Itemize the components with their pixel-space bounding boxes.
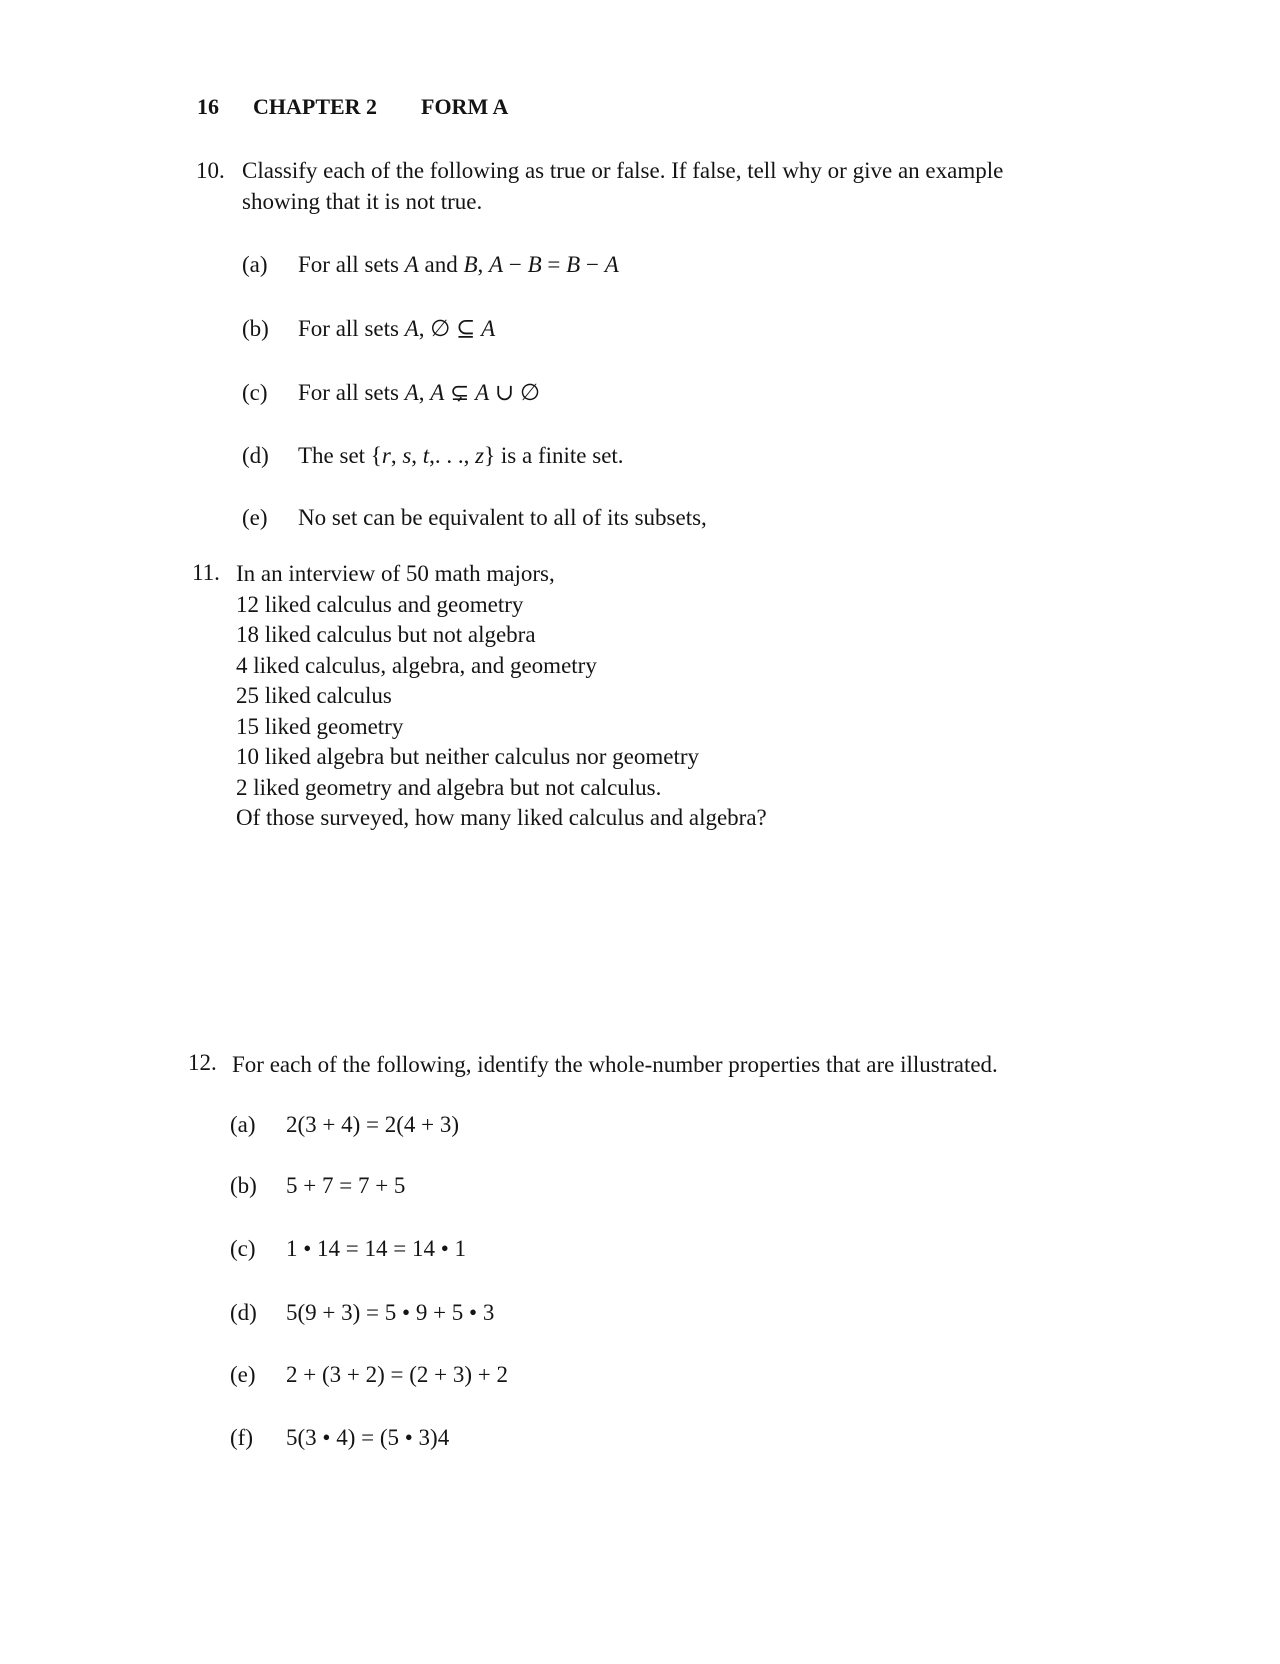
- item-text: For all sets A and B, A − B = B − A: [298, 252, 619, 277]
- question-12-item-a: [230, 1112, 459, 1138]
- item-text: For all sets A, ∅ ⊆ A: [298, 316, 496, 341]
- item-label: (a): [242, 252, 268, 277]
- item-text: For all sets A, A ⊊ A ∪ ∅: [298, 380, 540, 405]
- question-10-item-c: [242, 380, 540, 406]
- item-label: (c): [230, 1236, 256, 1261]
- question-11-line: 15 liked geometry: [236, 713, 404, 739]
- question-11-line: 12 liked calculus and geometry: [236, 591, 524, 617]
- question-12-number: 12.: [188, 1050, 217, 1075]
- item-text: No set can be equivalent to all of its subsets,: [298, 505, 707, 530]
- question-10-prompt-line-2: showing that it is not true.: [242, 188, 483, 214]
- item-label: (e): [230, 1362, 256, 1387]
- question-11-number: 11.: [192, 560, 220, 585]
- item-label: (b): [230, 1173, 257, 1198]
- item-label: (d): [242, 443, 269, 468]
- item-text: 5 + 7 = 7 + 5: [286, 1173, 406, 1198]
- question-11-body: [236, 559, 767, 834]
- question-11-line: 18 liked calculus but not algebra: [236, 622, 536, 647]
- item-label: (e): [242, 505, 268, 530]
- question-12-item-d: [230, 1300, 494, 1326]
- question-10-item-d: [242, 443, 624, 469]
- question-11-line: 25 liked calculus: [236, 683, 392, 708]
- item-label: (a): [230, 1112, 256, 1137]
- item-text: 2(3 + 4) = 2(4 + 3): [286, 1112, 460, 1137]
- page-header: [197, 94, 508, 120]
- question-10-prompt: [242, 156, 1003, 217]
- question-10-item-e: [242, 505, 707, 531]
- question-10-prompt-line-1: Classify each of the following as true or false. If false, tell why or give an example: [242, 158, 1004, 183]
- question-12-item-b: [230, 1173, 405, 1199]
- question-10-number: 10.: [196, 158, 225, 183]
- question-11-line: 10 liked algebra but neither calculus nor geometry: [236, 744, 700, 769]
- item-text: 5(9 + 3) = 5 • 9 + 5 • 3: [286, 1300, 495, 1325]
- item-text: The set {r, s, t,. . ., z} is a finite set.: [298, 443, 624, 468]
- item-label: (b): [242, 316, 269, 341]
- page-number: 16: [197, 94, 219, 119]
- question-12-item-c: [230, 1236, 466, 1262]
- question-11-line: In an interview of 50 math majors,: [236, 561, 555, 586]
- question-10-item-a: [242, 252, 619, 278]
- item-text: 1 • 14 = 14 = 14 • 1: [286, 1236, 467, 1261]
- chapter-title: CHAPTER 2: [253, 94, 378, 119]
- item-text: 5(3 • 4) = (5 • 3)4: [286, 1425, 450, 1450]
- item-label: (c): [242, 380, 268, 405]
- question-12-item-f: [230, 1425, 449, 1451]
- item-text: 2 + (3 + 2) = (2 + 3) + 2: [286, 1362, 508, 1387]
- form-title: FORM A: [421, 94, 509, 119]
- question-10-item-b: [242, 316, 495, 342]
- question-11-line: Of those surveyed, how many liked calculus and algebra?: [236, 805, 767, 830]
- item-label: (f): [230, 1425, 253, 1450]
- question-12-prompt: For each of the following, identify the whole-number properties that are illustrated.: [232, 1052, 998, 1077]
- question-12-item-e: [230, 1362, 508, 1388]
- item-label: (d): [230, 1300, 257, 1325]
- question-11-line: 2 liked geometry and algebra but not calculus.: [236, 774, 662, 800]
- question-11-line: 4 liked calculus, algebra, and geometry: [236, 652, 597, 678]
